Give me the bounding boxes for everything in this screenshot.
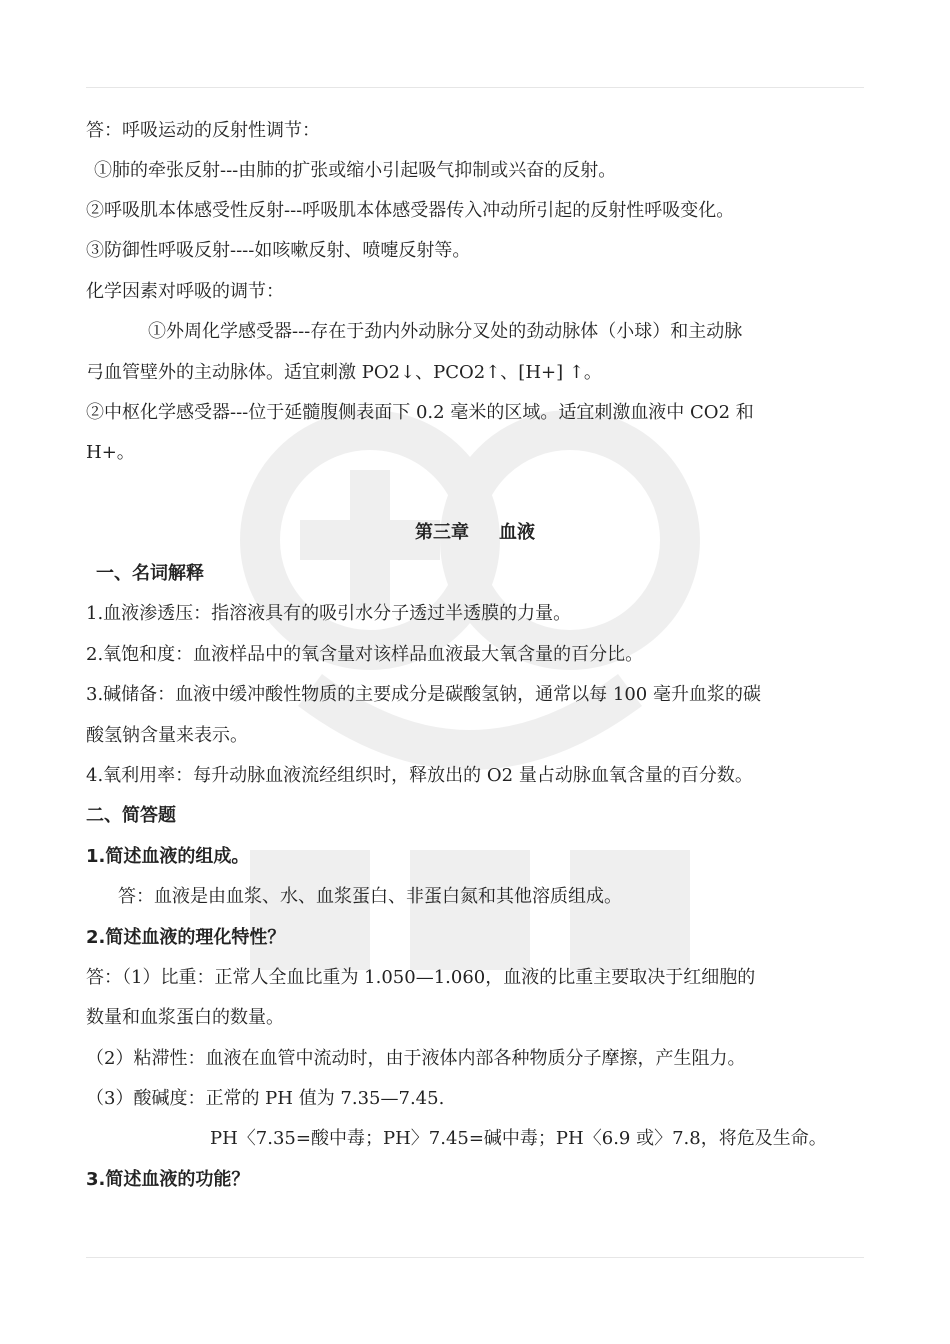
- chemoreceptor-item-2: ②中枢化学感受器---位于延髓腹侧表面下 0.2 毫米的区域。适宜刺激血液中 CO2 和: [86, 402, 754, 423]
- answer-2-line-1: 答：（1）比重：正常人全血比重为 1.050—1.060，血液的比重主要取决于红细胞的: [86, 967, 756, 988]
- question-1: 1.简述血液的组成。: [86, 846, 250, 867]
- definition-item: 2.氧饱和度：血液样品中的氧含量对该样品血液最大氧含量的百分比。: [86, 644, 644, 665]
- chemical-regulation-title: 化学因素对呼吸的调节：: [86, 281, 284, 302]
- chapter-name: 血液: [499, 522, 535, 543]
- reflex-item-3: ③防御性呼吸反射----如咳嗽反射、喷嚏反射等。: [86, 240, 471, 261]
- chemoreceptor-item-1-cont: 弓血管壁外的主动脉体。适宜刺激 PO2↓、PCO2↑、[H+] ↑。: [86, 362, 602, 383]
- definition-item: 4.氧利用率：每升动脉血液流经组织时，释放出的 O2 量占动脉血氧含量的百分数。: [86, 765, 753, 786]
- chapter-number: 第三章: [415, 522, 469, 543]
- answer-2-line-3: （2）粘滞性：血液在血管中流动时，由于液体内部各种物质分子摩擦，产生阻力。: [86, 1048, 746, 1069]
- answer-intro: 答：呼吸运动的反射性调节：: [86, 120, 320, 141]
- chapter-title: [86, 522, 864, 544]
- answer-1: 答：血液是由血浆、水、血浆蛋白、非蛋白氮和其他溶质组成。: [118, 886, 622, 907]
- definition-item-cont: 酸氢钠含量来表示。: [86, 725, 248, 746]
- question-3: 3.简述血液的功能？: [86, 1169, 250, 1190]
- answer-2-line-4: （3）酸碱度：正常的 PH 值为 7.35—7.45.: [86, 1088, 445, 1109]
- chemoreceptor-item-2-cont: H+。: [86, 442, 135, 463]
- reflex-item-2: ②呼吸肌本体感受性反射---呼吸肌本体感受器传入冲动所引起的反射性呼吸变化。: [86, 200, 735, 221]
- answer-2-line-2: 数量和血浆蛋白的数量。: [86, 1007, 284, 1028]
- answer-2-line-5: PH〈7.35=酸中毒；PH〉7.45=碱中毒；PH〈6.9 或〉7.8，将危及生命。: [210, 1128, 827, 1149]
- chemoreceptor-item-1: ①外周化学感受器---存在于劲内外动脉分叉处的劲动脉体（小球）和主动脉: [148, 321, 743, 342]
- definition-item: 3.碱储备：血液中缓冲酸性物质的主要成分是碳酸氢钠，通常以每 100 毫升血浆的碳: [86, 684, 761, 705]
- reflex-item-1: ①肺的牵张反射---由肺的扩张或缩小引起吸气抑制或兴奋的反射。: [94, 160, 617, 181]
- section-heading-definitions: 一、名词解释: [96, 563, 204, 584]
- footer-rule: [86, 1257, 864, 1258]
- question-2: 2.简述血液的理化特性？: [86, 927, 286, 948]
- definition-item: 1.血液渗透压：指溶液具有的吸引水分子透过半透膜的力量。: [86, 603, 572, 624]
- section-heading-short-answers: 二、简答题: [86, 805, 176, 826]
- header-rule: [86, 87, 864, 88]
